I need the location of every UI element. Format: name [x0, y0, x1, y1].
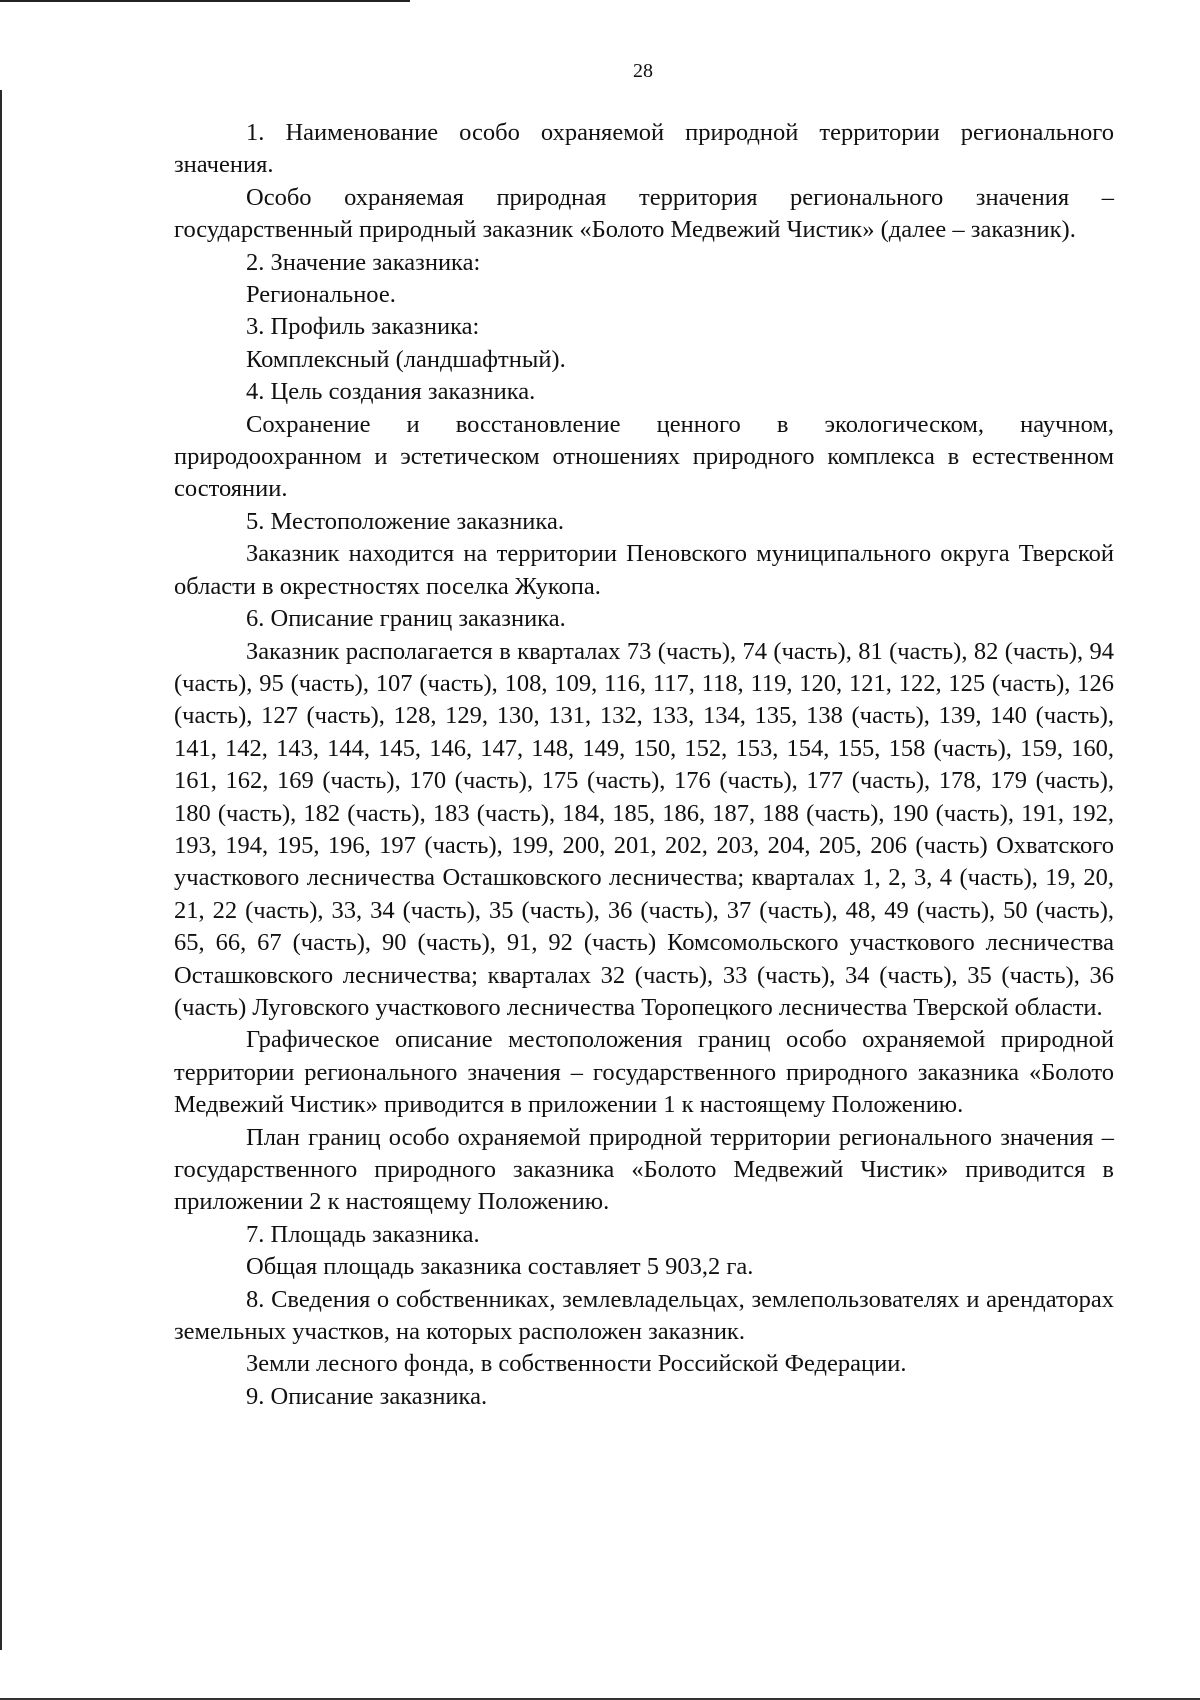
section-5-heading: 5. Местоположение заказника.	[246, 507, 564, 535]
section-3-heading: 3. Профиль заказника:	[246, 313, 480, 341]
section-1-heading: 1. Наименование особо охраняемой природной территории регионального значения.	[174, 119, 1114, 179]
section-6-plan: План границ особо охраняемой природной территории регионального значения – государственного природного заказника «Болото Медвежий Чистик» приводится в приложении 2 к настоящему Положению.	[174, 1123, 1114, 1216]
scan-edge-top	[0, 0, 410, 2]
section-4-heading: 4. Цель создания заказника.	[246, 378, 536, 406]
section-7-heading: 7. Площадь заказника.	[246, 1220, 480, 1248]
section-7-text: Общая площадь заказника составляет 5 903,2 га.	[246, 1253, 754, 1281]
section-6-heading: 6. Описание границ заказника.	[246, 605, 566, 633]
section-2-text: Региональное.	[246, 281, 396, 309]
section-6-text: Заказник располагается в кварталах 73 (часть), 74 (часть), 81 (часть), 82 (часть), 94 (часть), 95 (часть), 107 (часть), 108, 109, 116, 117, 118, 119, 120, 121, 122, 125 (часть), 126 (часть), 127 (часть), 128, 129, 130, 131, 132, 133, 134, 135, 138 (часть), 139, 140 (часть), 141, 142, 143, 144, 145, 146, 147, 148, 149, 150, 152, 153, 154, 155, 158 (часть), 159, 160, 161, 162, 169 (часть), 170 (часть), 175 (часть), 176 (часть), 177 (часть), 178, 179 (часть), 180 (часть), 182 (часть), 183 (часть), 184, 185, 186, 187, 188 (часть), 190 (часть), 191, 192, 193, 194, 195, 196, 197 (часть), 199, 200, 201, 202, 203, 204, 205, 206 (часть) Охватского участкового лесничества Осташковского лесничества; кварталах 1, 2, 3, 4 (часть), 19, 20, 21, 22 (часть), 33, 34 (часть), 35 (часть), 36 (часть), 37 (часть), 48, 49 (часть), 50 (часть), 65, 66, 67 (часть), 90 (часть), 91, 92 (часть) Комсомольского участкового лесничества Осташковского лесничества; кварталах 32 (часть), 33 (часть), 34 (часть), 35 (часть), 36 (часть) Луговского участкового лесничества Торопецкого лесничества Тверской области.	[174, 637, 1114, 1021]
section-5-text: Заказник находится на территории Пеновского муниципального округа Тверской области в окрестностях поселка Жукопа.	[174, 540, 1114, 600]
page-number: 28	[633, 60, 653, 82]
section-9-heading: 9. Описание заказника.	[246, 1382, 488, 1410]
section-4-text: Сохранение и восстановление ценного в экологическом, научном, природоохранном и эстетическом отношениях природного комплекса в естественном состоянии.	[174, 410, 1114, 503]
document-body	[174, 117, 1114, 1413]
section-6-graphic-description: Графическое описание местоположения границ особо охраняемой природной территории регионального значения – государственного природного заказника «Болото Медвежий Чистик» приводится в приложении 1 к настоящему Положению.	[174, 1026, 1114, 1119]
scan-edge-left	[0, 90, 2, 1650]
section-8-text: Земли лесного фонда, в собственности Российской Федерации.	[246, 1350, 907, 1378]
section-2-heading: 2. Значение заказника:	[246, 248, 481, 276]
section-1-text: Особо охраняемая природная территория регионального значения – государственный природный заказник «Болото Медвежий Чистик» (далее – заказник).	[174, 183, 1114, 244]
section-8-heading: 8. Сведения о собственниках, землевладельцах, землепользователях и арендаторах земельных участков, на которых расположен заказник.	[174, 1285, 1114, 1346]
section-3-text: Комплексный (ландшафтный).	[246, 345, 566, 373]
